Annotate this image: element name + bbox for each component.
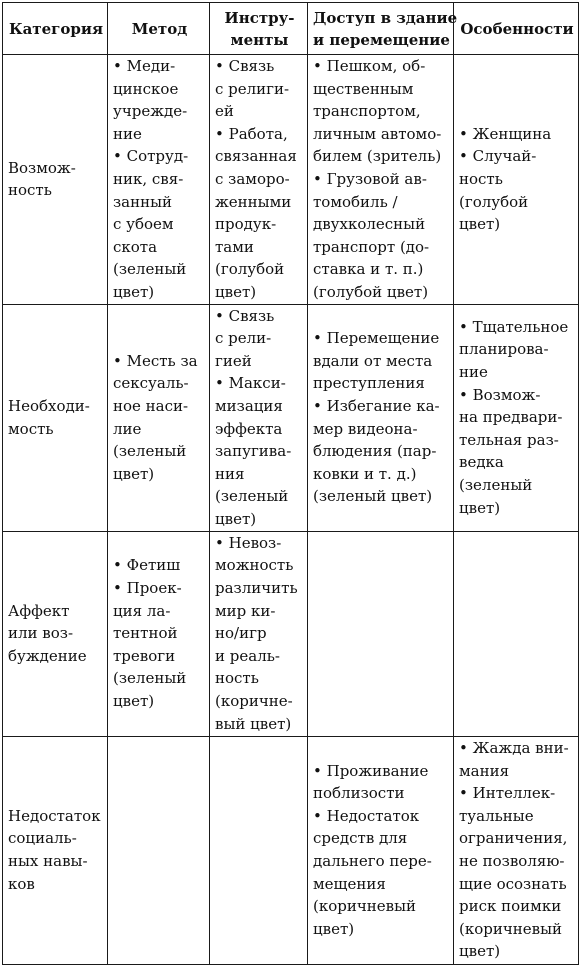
text-line: поблизости — [313, 784, 405, 803]
cell-access — [308, 55, 454, 305]
text-line: скота — [113, 237, 158, 256]
text-line: Аффект — [8, 601, 70, 620]
text-line: • Работа, — [215, 124, 288, 143]
table-row — [3, 304, 579, 531]
text-line: • Проек- — [113, 579, 182, 598]
text-line: Метод — [131, 19, 188, 38]
text-line: буждение — [8, 646, 87, 665]
text-line: мер видеона- — [313, 419, 418, 438]
text-line: дальнего пере- — [313, 852, 432, 871]
cell-method — [108, 304, 210, 531]
text-line: Особенности — [460, 19, 574, 38]
text-line: • Интеллек- — [459, 784, 556, 803]
text-line: • Жажда вни- — [459, 739, 569, 758]
text-line: (голубой — [215, 260, 285, 279]
text-line: сексуаль- — [113, 374, 189, 393]
text-line: • Перемещение — [313, 329, 440, 348]
text-line: ность — [215, 669, 259, 688]
cell-method — [108, 736, 210, 964]
text-line: мизация — [215, 396, 283, 415]
cell-tools — [210, 736, 308, 964]
cell-tools — [210, 304, 308, 531]
text-line: ность — [459, 169, 503, 188]
cell-access — [308, 304, 454, 531]
header-method — [108, 3, 210, 55]
text-line: (зеленый цвет) — [313, 487, 433, 506]
text-line: или воз- — [8, 624, 74, 643]
text-line: Инстру- — [224, 8, 295, 27]
text-line: (коричневый — [313, 897, 417, 916]
text-line: тентной — [113, 624, 178, 643]
text-line: но/игр — [215, 624, 267, 643]
text-line: цвет) — [459, 498, 501, 517]
text-line: риск поимки — [459, 897, 562, 916]
text-line: с религи- — [215, 79, 290, 98]
text-line: с заморо- — [215, 169, 290, 188]
text-line: цвет) — [113, 464, 155, 483]
text-line: ковки и т. д.) — [313, 464, 417, 483]
text-line: Возмож- — [8, 158, 76, 177]
text-line: • Женщина — [459, 124, 552, 143]
text-line: (зеленый — [215, 487, 289, 506]
text-line: цвет) — [113, 282, 155, 301]
text-line: женными — [215, 192, 292, 211]
text-line: (зеленый — [113, 260, 187, 279]
text-line: ное наси- — [113, 396, 189, 415]
text-line: (голубой цвет) — [313, 282, 429, 301]
text-line: цвет) — [215, 509, 257, 528]
text-line: • Сотруд- — [113, 147, 189, 166]
cell-method — [108, 531, 210, 736]
text-line: с рели- — [215, 329, 272, 348]
text-line: • Пешком, об- — [313, 57, 426, 75]
cell-features — [454, 304, 579, 531]
crime-factors-table — [2, 2, 579, 965]
text-line: менты — [230, 30, 289, 49]
text-line: • Грузовой ав- — [313, 169, 427, 188]
text-line: Недостаток — [8, 806, 101, 825]
header-row — [3, 3, 579, 55]
cell-method — [108, 55, 210, 305]
text-line: учрежде- — [113, 102, 188, 121]
text-line: • Меди- — [113, 57, 176, 75]
text-line: • Избегание ка- — [313, 396, 440, 415]
text-line: • Невоз- — [215, 533, 282, 552]
text-line: (зеленый — [113, 669, 187, 688]
row-category — [3, 304, 108, 531]
text-line: ограничения, — [459, 829, 568, 848]
table-row — [3, 55, 579, 305]
text-line: ние — [459, 363, 488, 382]
text-line: и реаль- — [215, 646, 280, 665]
text-line: транспортом, — [313, 102, 421, 121]
text-line: • Проживание — [313, 761, 429, 780]
text-line: ник, свя- — [113, 169, 184, 188]
cell-features — [454, 531, 579, 736]
cell-access — [308, 531, 454, 736]
text-line: • Возмож- — [459, 385, 541, 404]
text-line: Категория — [8, 19, 104, 38]
text-line: (коричневый — [459, 919, 563, 938]
text-line: средств для — [313, 829, 408, 848]
cell-access — [308, 736, 454, 964]
text-line: можность — [215, 556, 294, 575]
text-line: тами — [215, 237, 254, 256]
text-line: • Случай- — [459, 147, 537, 166]
text-line: блюдения (пар- — [313, 442, 437, 461]
text-line: вдали от места — [313, 351, 433, 370]
text-line: билем (зритель) — [313, 147, 442, 166]
header-features — [454, 3, 579, 55]
text-line: гией — [215, 351, 252, 370]
text-line: связанная — [215, 147, 297, 166]
text-line: • Связь — [215, 306, 275, 325]
text-line: ность — [8, 181, 52, 200]
text-line: личным автомо- — [313, 124, 442, 143]
text-line: (голубой — [459, 192, 529, 211]
text-line: ния — [215, 464, 245, 483]
text-line: цвет) — [113, 692, 155, 711]
text-line: Доступ в здание — [313, 8, 458, 27]
cell-tools — [210, 55, 308, 305]
text-line: цвет) — [459, 942, 501, 961]
text-line: вый цвет) — [215, 714, 292, 733]
text-line: туальные — [459, 806, 534, 825]
table-row — [3, 736, 579, 964]
text-line: ция ла- — [113, 601, 171, 620]
text-line: щественным — [313, 79, 414, 98]
text-line: не позволяю- — [459, 852, 565, 871]
text-line: щие осознать — [459, 874, 567, 893]
text-line: лие — [113, 419, 142, 438]
text-line: занный — [113, 192, 173, 211]
text-line: цвет) — [215, 282, 257, 301]
text-line: томобиль / — [313, 192, 398, 211]
text-line: • Тщательное — [459, 317, 569, 336]
text-line: с убоем — [113, 215, 174, 234]
text-line: планирова- — [459, 340, 549, 359]
text-line: социаль- — [8, 829, 77, 848]
row-category — [3, 531, 108, 736]
header-access — [308, 3, 458, 55]
text-line: эффекта — [215, 419, 283, 438]
text-line: (зеленый — [459, 476, 533, 495]
text-line: (зеленый — [113, 442, 187, 461]
text-line: ей — [215, 102, 234, 121]
text-line: ведка — [459, 453, 504, 472]
text-line: (коричне- — [215, 692, 293, 711]
text-line: • Месть за — [113, 351, 198, 370]
text-line: ков — [8, 874, 35, 893]
table-row — [3, 531, 579, 736]
text-line: ставка и т. п.) — [313, 260, 424, 279]
text-line: мость — [8, 419, 54, 438]
text-line: ние — [113, 124, 142, 143]
cell-features — [454, 736, 579, 964]
text-line: различить — [215, 579, 298, 598]
text-line: на предвари- — [459, 408, 563, 427]
text-line: продук- — [215, 215, 277, 234]
text-line: и перемещение — [313, 30, 450, 49]
text-line: • Связь — [215, 57, 275, 75]
text-line: ных навы- — [8, 852, 88, 871]
text-line: мещения — [313, 874, 386, 893]
text-line: цвет) — [313, 919, 355, 938]
text-line: двухколесный — [313, 215, 426, 234]
text-line: Необходи- — [8, 396, 90, 415]
text-line: • Макси- — [215, 374, 286, 393]
text-line: цвет) — [459, 215, 501, 234]
header-tools — [210, 3, 308, 55]
text-line: мания — [459, 761, 510, 780]
header-category — [3, 3, 108, 55]
text-line: • Фетиш — [113, 556, 181, 575]
text-line: транспорт (до- — [313, 237, 430, 256]
text-line: преступления — [313, 374, 425, 393]
text-line: мир ки- — [215, 601, 276, 620]
text-line: тревоги — [113, 646, 176, 665]
cell-features — [454, 55, 579, 305]
text-line: • Недостаток — [313, 806, 420, 825]
text-line: тельная раз- — [459, 430, 559, 449]
row-category — [3, 55, 108, 305]
text-line: цинское — [113, 79, 179, 98]
row-category — [3, 736, 108, 964]
text-line: запугива- — [215, 442, 292, 461]
cell-tools — [210, 531, 308, 736]
